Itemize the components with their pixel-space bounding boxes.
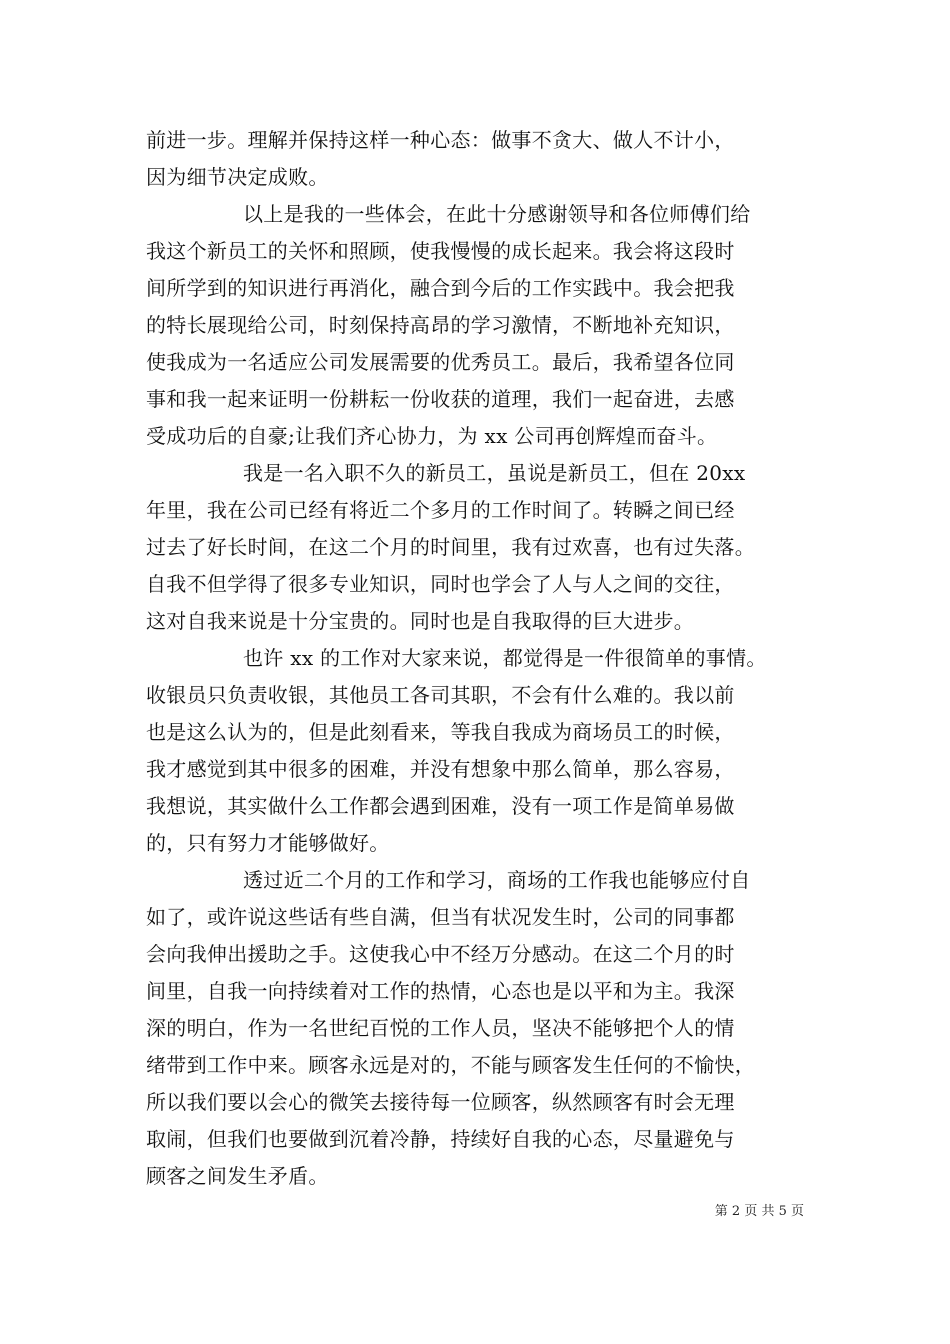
text-line: 间里，自我一向持续着对工作的热情，心态也是以平和为主。我深 bbox=[146, 979, 735, 1003]
paragraph-first-line: 以上是我的一些体会，在此十分感谢领导和各位师傅们给 bbox=[243, 202, 751, 226]
text-line: 顾客之间发生矛盾。 bbox=[146, 1164, 329, 1188]
text-line: 绪带到工作中来。顾客永远是对的，不能与顾客发生任何的不愉快， bbox=[146, 1053, 755, 1077]
text-line: 会向我伸出援助之手。这使我心中不经万分感动。在这二个月的时 bbox=[146, 942, 735, 966]
paragraph-first-line: 也许 xx 的工作对大家来说，都觉得是一件很简单的事情。 bbox=[243, 646, 767, 670]
text-line: 收银员只负责收银，其他员工各司其职，不会有什么难的。我以前 bbox=[146, 683, 735, 707]
paragraph-first-line: 透过近二个月的工作和学习，商场的工作我也能够应付自 bbox=[243, 868, 751, 892]
text-line: 如了，或许说这些话有些自满，但当有状况发生时，公司的同事都 bbox=[146, 905, 735, 929]
text-line: 我才感觉到其中很多的困难，并没有想象中那么简单，那么容易， bbox=[146, 757, 735, 781]
text-line: 深的明白，作为一名世纪百悦的工作人员，坚决不能够把个人的情 bbox=[146, 1016, 735, 1040]
text-line: 受成功后的自豪;让我们齐心协力，为 xx 公司再创辉煌而奋斗。 bbox=[146, 424, 718, 448]
paragraph-first-line: 我是一名入职不久的新员工，虽说是新员工，但在 20xx bbox=[243, 461, 746, 485]
text-line: 自我不但学得了很多专业知识，同时也学会了人与人之间的交往， bbox=[146, 572, 735, 596]
text-line: 的，只有努力才能够做好。 bbox=[146, 831, 390, 855]
text-line: 所以我们要以会心的微笑去接待每一位顾客，纵然顾客有时会无理 bbox=[146, 1090, 735, 1114]
text-line: 我这个新员工的关怀和照顾，使我慢慢的成长起来。我会将这段时 bbox=[146, 239, 735, 263]
text-line: 事和我一起来证明一份耕耘一份收获的道理，我们一起奋进，去感 bbox=[146, 387, 735, 411]
text-line: 这对自我来说是十分宝贵的。同时也是自我取得的巨大进步。 bbox=[146, 609, 695, 633]
page-number: 第 2 页 共 5 页 bbox=[714, 1204, 804, 1219]
text-line: 因为细节决定成败。 bbox=[146, 165, 329, 189]
text-line: 取闹，但我们也要做到沉着冷静，持续好自我的心态，尽量避免与 bbox=[146, 1127, 735, 1151]
text-line: 前进一步。理解并保持这样一种心态：做事不贪大、做人不计小， bbox=[146, 128, 735, 152]
document-body bbox=[146, 122, 811, 1195]
text-line: 的特长展现给公司，时刻保持高昂的学习激情，不断地补充知识， bbox=[146, 313, 735, 337]
text-line: 过去了好长时间，在这二个月的时间里，我有过欢喜，也有过失落。 bbox=[146, 535, 755, 559]
text-line: 间所学到的知识进行再消化，融合到今后的工作实践中。我会把我 bbox=[146, 276, 735, 300]
text-line: 使我成为一名适应公司发展需要的优秀员工。最后，我希望各位同 bbox=[146, 350, 735, 374]
text-line: 年里，我在公司已经有将近二个多月的工作时间了。转瞬之间已经 bbox=[146, 498, 735, 522]
text-line: 也是这么认为的，但是此刻看来，等我自我成为商场员工的时候， bbox=[146, 720, 735, 744]
text-line: 我想说，其实做什么工作都会遇到困难，没有一项工作是简单易做 bbox=[146, 794, 735, 818]
